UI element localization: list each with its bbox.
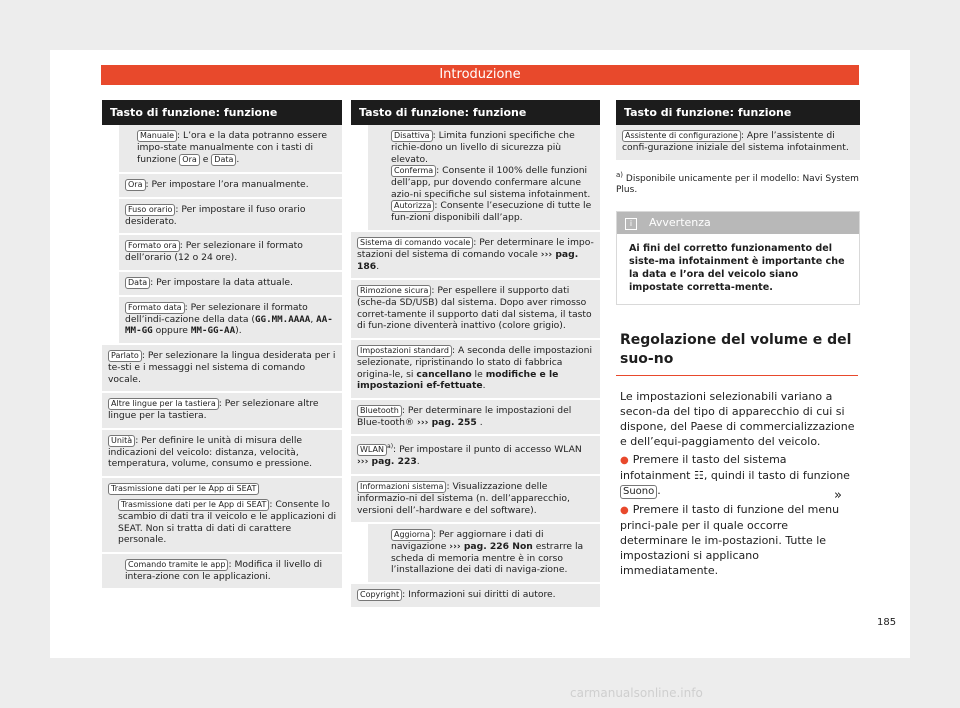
- warning-box: [616, 211, 860, 305]
- bullet-dot-icon: ●: [620, 454, 629, 466]
- table-row: Parlato : Per selezionare la lingua desiderata per i te-sti e i messaggi nel sistema di comando vocale.: [102, 345, 342, 393]
- table-head: Tasto di funzione: funzione: [351, 100, 600, 125]
- warning-body: Ai fini del corretto funzionamento del siste-ma infotainment è importante che la data e l’ora del veicolo siano impostate corretta-mente.: [629, 242, 845, 293]
- table-row: Impostazioni standard : A seconda delle impostazioni selezionate, ripristinando lo stato di fabbrica origina-le, si cancellano le modifiche e le impostazioni ef-fettuate.: [351, 340, 600, 400]
- bullet-item: ● Premere il tasto di funzione del menu princi-pale per il quale occorre determinare le im-postazioni. Tutte le impostazioni si applicano immediatamente.: [620, 502, 840, 577]
- page-number: 185: [877, 617, 897, 628]
- table-row: Formato ora : Per selezionare il formato dell’orario (12 o 24 ore).: [119, 235, 342, 272]
- table-row: Data : Per impostare la data attuale.: [119, 272, 342, 297]
- bullet-dot-icon: ●: [620, 504, 629, 516]
- table-row: Formato data : Per selezionare il formato dell’indi-cazione della data (GG.MM.AAAA, AA-MM-GG oppure MM-GG-AA).: [119, 297, 342, 345]
- table-row: Sistema di comando vocale : Per determinare le impo-stazioni del sistema di comando vocale ››› pag. 186.: [351, 232, 600, 280]
- table-row: Manuale : L’ora e la data potranno essere impo-state manualmente con i tasti di funzione Ora e Data .: [119, 125, 342, 174]
- menu-grid-icon: ☷: [693, 468, 704, 482]
- table-row: Fuso orario : Per impostare il fuso orario desiderato.: [119, 199, 342, 236]
- table-row: Rimozione sicura : Per espellere il supporto dati (sche-da SD/USB) dal sistema. Dopo aver rimosso corret-tamente il supporto dati dal sistema, il tasto di fun-zione diventerà inattivo (colore grigio).: [351, 280, 600, 340]
- table-row: Ora : Per impostare l’ora manualmente.: [119, 174, 342, 199]
- key-manuale: Manuale: [137, 130, 177, 142]
- footnote: $^{a)}$ Disponibile unicamente per il modello: Navi System Plus.: [616, 170, 859, 196]
- function-table-1: [102, 100, 342, 590]
- table-row: Aggiorna : Per aggiornare i dati di navigazione ››› pag. 226 Non estrarre la scheda di memoria mentre è in corso l’installazione dei dati di naviga-zione.: [368, 524, 600, 584]
- table-row: Comando tramite le app : Modifica il livello di intera-zione con le applicazioni.: [102, 554, 342, 591]
- table-row: Unità : Per definire le unità di misura delle indicazioni del veicolo: distanza, velocità, temperatura, volume, consumo e pressione.: [102, 430, 342, 478]
- bullet-item: ● Premere il tasto del sistema infotainment ☷, quindi il tasto di funzione Suono .: [620, 452, 850, 497]
- info-icon: i: [625, 218, 637, 230]
- column-3: [616, 100, 860, 578]
- continue-mark: »: [834, 488, 842, 503]
- table-head: Tasto di funzione: funzione: [102, 100, 342, 125]
- page: [50, 50, 910, 658]
- warning-head: i Avvertenza: [617, 212, 859, 234]
- paragraph: Le impostazioni selezionabili variano a secon-da del tipo di apparecchio di cui si dispone, del Paese di commercializzazione e dell’equi-paggiamento del veicolo.: [620, 389, 855, 448]
- table-head: Tasto di funzione: funzione: [616, 100, 860, 125]
- table-row: Assistente di configurazione : Apre l’assistente di confi-gurazione iniziale del sistema infotainment.: [616, 125, 860, 162]
- table-row: Bluetooth : Per determinare le impostazioni del Blue-tooth® ››› pag. 255 .: [351, 400, 600, 437]
- table-row: Trasmissione dati per le App di SEAT Trasmissione dati per le App di SEAT : Consente lo scambio di dati tra il veicolo e le applicazioni di SEAT. Non si tratta di dati di carattere personale.: [102, 478, 342, 554]
- table-row: WLAN $^{a)}$: Per impostare il punto di accesso WLAN ››› pag. 223.: [351, 436, 600, 476]
- watermark: carmanualsonline.info: [570, 686, 703, 700]
- chapter-header: Introduzione: [101, 65, 859, 85]
- table-row: Copyright : Informazioni sui diritti di autore.: [351, 584, 600, 609]
- section-title: Regolazione del volume e del suo-no: [616, 331, 858, 376]
- table-row: Disattiva : Limita funzioni specifiche che richie-dono un livello di sicurezza più elevato. Conferma : Consente il 100% delle funzioni dell’app, pur dovendo confermare alcune azio-ni specifiche sul sistema infotainment. Autorizza : Consente l’esecuzione di tutte le fun-zioni disponibili dall’app.: [368, 125, 600, 232]
- table-row: Informazioni sistema : Visualizzazione delle informazio-ni del sistema (n. dell’apparecchio, versioni dell’-hardware e del software).: [351, 476, 600, 524]
- function-table-2: [351, 100, 600, 609]
- table-row: Altre lingue per la tastiera : Per selezionare altre lingue per la tastiera.: [102, 393, 342, 430]
